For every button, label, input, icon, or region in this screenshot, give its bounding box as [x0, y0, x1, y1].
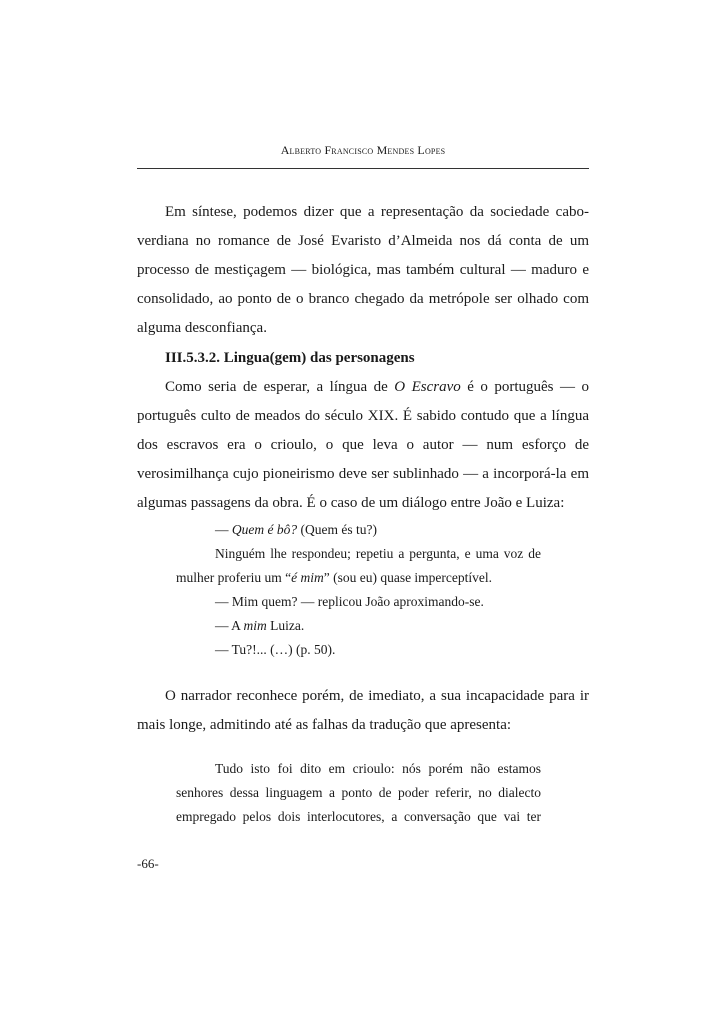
quote-line: — Mim quem? — replicou João aproximando-se. [215, 594, 484, 609]
quote-text: ” (sou eu) quase imperceptível. [323, 570, 493, 585]
quote-text: — A [215, 618, 244, 633]
book-title-escravo: O Escravo [394, 379, 461, 395]
page-number: -66- [137, 856, 159, 871]
header-rule [137, 168, 589, 169]
quote-line: empregado pelos dois interlocutores, a conversação que vai ter [176, 809, 541, 824]
quote-line [176, 614, 541, 638]
body-block-2 [137, 344, 589, 518]
quote-line: — Tu?!... (…) (p. 50). [215, 642, 336, 657]
quote-text: Luiza. [266, 618, 305, 633]
quote-creole-phrase: é mim [291, 570, 324, 585]
paragraph-language-b: é o português — o português culto de meados do século XIX. É sabido contudo que a língua dos escravos era o crioulo, o que leva o autor — num esforço de verosimilhança cujo pioneirismo deve ser sublinhado — a incorporá-la em algumas passagens da obra. É o caso de um diálogo entre João e Luiza: [137, 379, 589, 511]
quote-line [176, 566, 541, 590]
quote-creole-phrase: Quem é bô? [231, 522, 298, 537]
quote-line [176, 518, 541, 542]
quote-line: Ninguém lhe respondeu; repetiu a pergunta, e uma voz de [215, 546, 541, 561]
block-quote-narrator [176, 757, 541, 829]
quote-translation: (Quem és tu?) [297, 522, 377, 537]
body-block-1 [137, 198, 589, 343]
quote-line: senhores dessa linguagem a ponto de poder referir, no dialecto [176, 785, 541, 800]
running-head [137, 143, 589, 158]
quote-text: mulher proferiu um “ [176, 570, 292, 585]
running-head-author: Alberto Francisco Mendes Lopes [280, 143, 446, 157]
quote-dash: — [215, 522, 232, 537]
paragraph-language-a: Como seria de esperar, a língua de [165, 379, 395, 395]
body-block-3 [137, 682, 589, 740]
quote-creole-phrase: mim [243, 618, 267, 633]
paragraph-synthesis: Em síntese, podemos dizer que a representação da sociedade cabo-verdiana no romance de José Evaristo d’Almeida nos dá conta de um processo de mestiçagem — biológica, mas também cultural — maduro e consolidado, ao ponto de o branco chegado da metrópole ser olhado com alguma desconfiança. [137, 204, 589, 336]
quote-line: Tudo isto foi dito em crioulo: nós porém não estamos [215, 761, 541, 776]
paragraph-language [137, 373, 589, 518]
block-quote-dialogue [176, 518, 541, 662]
section-heading: III.5.3.2. Lingua(gem) das personagens [165, 350, 415, 366]
paragraph-narrator: O narrador reconhece porém, de imediato, a sua incapacidade para ir mais longe, admitindo até as falhas da tradução que apresenta: [137, 688, 589, 733]
